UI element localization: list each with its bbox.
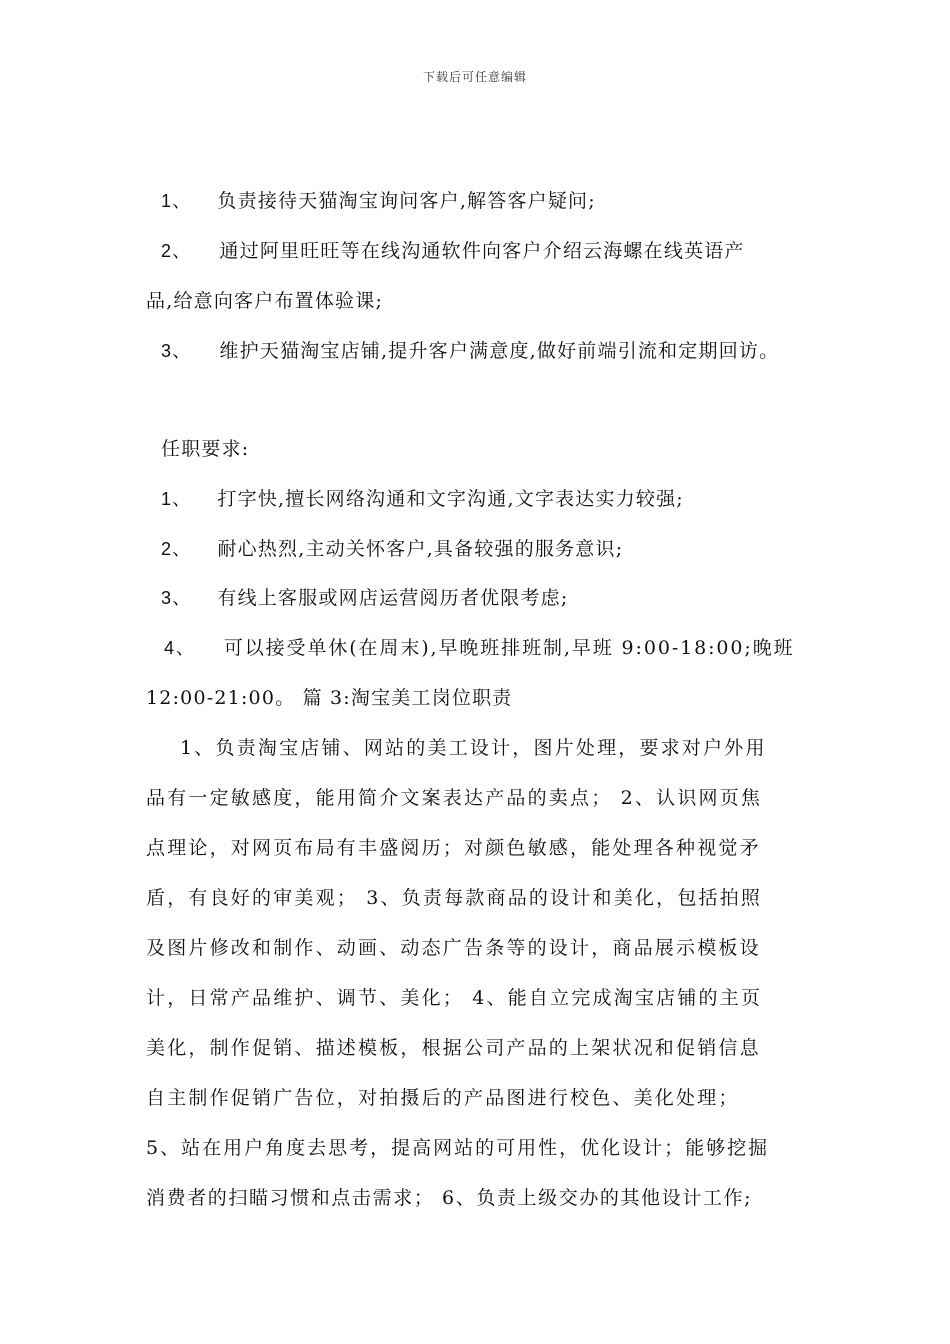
item-number: 4、 xyxy=(164,638,196,658)
section-title: 任职要求: xyxy=(161,438,250,460)
list-item xyxy=(161,239,745,263)
list-item-continuation: 12:00-21:00。 篇 3:淘宝美工岗位职责 xyxy=(146,687,513,709)
item-text: 有线上客服或网店运营阅历者优限考虑; xyxy=(217,587,569,609)
item-number: 1、 xyxy=(161,191,192,211)
paragraph-line: 消费者的扫瞄习惯和点击需求； 6、负责上级交办的其他设计工作; xyxy=(146,1187,753,1209)
item-number: 2、 xyxy=(161,539,192,559)
item-text: 负责接待天猫淘宝询问客户,解答客户疑问; xyxy=(217,190,596,212)
paragraph-line: 品有一定敏感度，能用简介文案表达产品的卖点； 2、认识网页焦 xyxy=(146,787,763,809)
list-item xyxy=(161,487,684,511)
item-text: 可以接受单休(在周末),早晚班排班制,早班 9:00-18:00;晚班 xyxy=(223,637,795,659)
page-header: 下载后可任意编辑 xyxy=(422,70,527,84)
item-text: 打字快,擅长网络沟通和文字沟通,文字表达实力较强; xyxy=(217,488,684,510)
item-number: 3、 xyxy=(161,588,192,608)
list-item xyxy=(161,339,779,363)
item-number: 3、 xyxy=(161,341,192,361)
paragraph-line: 自主制作促销广告位，对拍摄后的产品图进行校色、美化处理； xyxy=(146,1087,740,1109)
item-text: 维护天猫淘宝店铺,提升客户满意度,做好前端引流和定期回访。 xyxy=(219,340,780,362)
item-text: 通过阿里旺旺等在线沟通软件向客户介绍云海螺在线英语产 xyxy=(219,240,745,262)
paragraph-line: 点理论，对网页布局有丰盛阅历；对颜色敏感，能处理各种视觉矛 xyxy=(146,837,761,859)
item-text: 耐心热烈,主动关怀客户,具备较强的服务意识; xyxy=(217,538,624,560)
list-item xyxy=(161,586,568,610)
list-item xyxy=(161,537,623,561)
list-item-continuation: 品,给意向客户布置体验课; xyxy=(146,290,384,312)
item-number: 1、 xyxy=(161,489,192,509)
paragraph-line: 及图片修改和制作、动画、动态广告条等的设计，商品展示模板设 xyxy=(146,937,761,959)
item-number: 2、 xyxy=(161,241,192,261)
paragraph-line: 计，日常产品维护、调节、美化； 4、能自立完成淘宝店铺的主页 xyxy=(146,987,763,1009)
paragraph-line: 1、负责淘宝店铺、网站的美工设计，图片处理，要求对户外用 xyxy=(180,737,767,759)
paragraph-line: 美化，制作促销、描述模板，根据公司产品的上架状况和促销信息 xyxy=(146,1037,761,1059)
list-item xyxy=(161,189,596,213)
list-item xyxy=(164,636,795,660)
paragraph-line: 5、站在用户角度去思考，提高网站的可用性，优化设计；能够挖掘 xyxy=(146,1137,770,1159)
paragraph-line: 盾，有良好的审美观； 3、负责每款商品的设计和美化，包括拍照 xyxy=(146,887,763,909)
